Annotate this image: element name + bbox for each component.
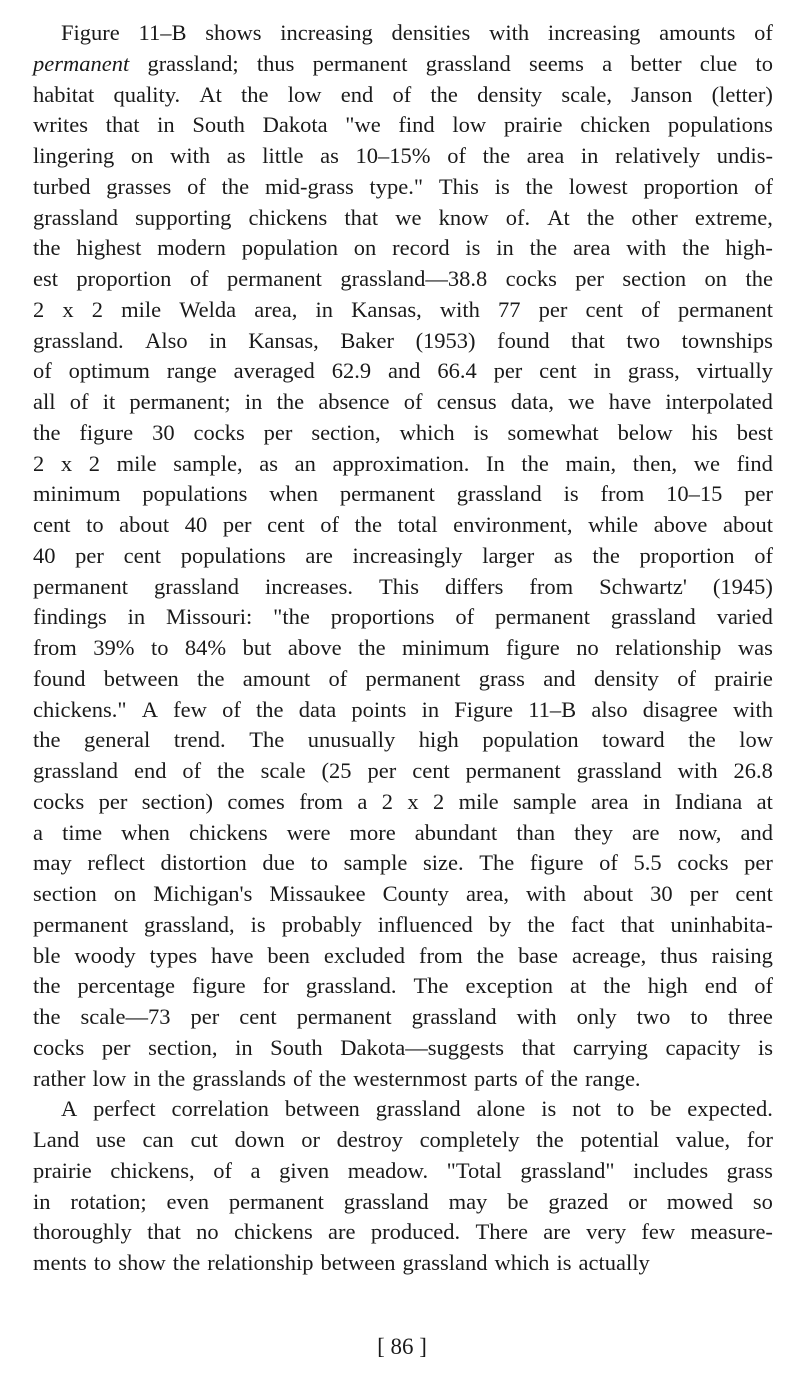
text-line: grassland end of the scale (25 per cent permanent grassland with 26.8 xyxy=(33,758,773,783)
text-line: cocks per section) comes from a 2 x 2 mile sample area in Indiana at xyxy=(33,788,773,814)
text-line: the general trend. The unusually high population toward the low xyxy=(33,727,773,753)
text-line: cocks per section, in South Dakota—suggests that carrying capacity is xyxy=(33,1034,773,1060)
text-line: est proportion of permanent grassland—38.8 cocks per section on the xyxy=(33,266,773,291)
text-line: permanent grassland, is probably influenced by the fact that uninhabita- xyxy=(33,911,773,937)
text-line: writes that in South Dakota "we find low prairie chicken populations xyxy=(33,112,773,138)
text-line: the percentage figure for grassland. The exception at the high end of xyxy=(33,973,773,999)
text-line: all of it permanent; in the absence of census data, we have interpolated xyxy=(33,389,773,414)
text-line: 2 x 2 mile Welda area, in Kansas, with 77 per cent of permanent xyxy=(33,296,773,322)
text-line: ble woody types have been excluded from the base acreage, thus raising xyxy=(33,942,773,968)
text-line: from 39% to 84% but above the minimum figure no relationship was xyxy=(33,635,773,660)
text-line: chickens." A few of the data points in Figure 11–B also disagree with xyxy=(33,696,773,722)
text-line: a time when chickens were more abundant than they are now, and xyxy=(33,819,773,845)
text-line: Figure 11–B shows increasing densities with increasing amounts of xyxy=(61,20,773,45)
text-line: lingering on with as little as 10–15% of the area in relatively undis- xyxy=(33,143,773,168)
text-line: permanent grassland increases. This differs from Schwartz' (1945) xyxy=(33,573,773,599)
text-line: cent to about 40 per cent of the total environment, while above about xyxy=(33,512,773,537)
text-line: 40 per cent populations are increasingly larger as the proportion of xyxy=(33,542,773,568)
body-text xyxy=(33,18,773,1279)
text-line: Land use can cut down or destroy completely the potential value, for xyxy=(33,1127,773,1152)
text-line: findings in Missouri: "the proportions of permanent grassland varied xyxy=(33,604,773,630)
text-line: may reflect distortion due to sample size. The figure of 5.5 cocks per xyxy=(33,850,773,876)
text-line: the highest modern population on record is in the area with the high- xyxy=(33,235,773,261)
text-line: of optimum range averaged 62.9 and 66.4 per cent in grass, virtually xyxy=(33,358,773,384)
text-line: thoroughly that no chickens are produced. There are very few measure- xyxy=(33,1219,773,1245)
text-line: grassland. Also in Kansas, Baker (1953) found that two townships xyxy=(33,327,773,353)
paragraph xyxy=(33,1094,773,1279)
text-line: the scale—73 per cent permanent grassland with only two to three xyxy=(33,1004,773,1029)
text-line: prairie chickens, of a given meadow. "Total grassland" includes grass xyxy=(33,1157,773,1183)
text-line: permanent grassland; thus permanent grassland seems a better clue to xyxy=(33,50,773,76)
text-line: A perfect correlation between grassland alone is not to be expected. xyxy=(61,1096,773,1122)
text-line: found between the amount of permanent grass and density of prairie xyxy=(33,665,773,691)
paragraph xyxy=(33,18,773,1094)
text-line: minimum populations when permanent grassland is from 10–15 per xyxy=(33,481,773,507)
text-line: the figure 30 cocks per section, which is somewhat below his best xyxy=(33,419,773,445)
text-line: rather low in the grasslands of the westernmost parts of the range. xyxy=(33,1065,641,1091)
text-line: 2 x 2 mile sample, as an approximation. In the main, then, we find xyxy=(33,450,773,476)
page-number: [ 86 ] xyxy=(377,1334,427,1359)
text-line: section on Michigan's Missaukee County area, with about 30 per cent xyxy=(33,881,773,906)
text-line: ments to show the relationship between grassland which is actually xyxy=(33,1250,650,1275)
text-line: turbed grasses of the mid-grass type." This is the lowest proportion of xyxy=(33,173,773,199)
text-line: habitat quality. At the low end of the density scale, Janson (letter) xyxy=(33,81,773,107)
text-line: in rotation; even permanent grassland may be grazed or mowed so xyxy=(33,1188,773,1214)
text-line: grassland supporting chickens that we know of. At the other extreme, xyxy=(33,204,773,230)
